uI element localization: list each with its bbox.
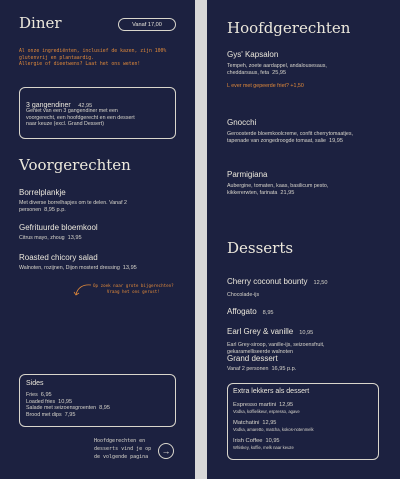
dessert-item: Cherry coconut bounty 12,50 Chocolade-ijs (227, 277, 328, 298)
price-badge: Vanaf 17,00 (118, 18, 176, 31)
page-title: Diner (19, 14, 62, 32)
starter-item: Borrelplankje Met diverse borrelhapjes om te delen. Vanaf 2 personen 8,95 p.p. (19, 188, 127, 213)
three-course-card (19, 87, 176, 139)
three-course-name: 3 gangendiner (26, 102, 71, 109)
extras-item: Irish Coffee 10,95 Whiskey, koffie, melk naar keuze (233, 438, 294, 450)
allergy-note: Al onze ingrediënten, inclusief de kazen, zijn 100% glutenvrij en plantaardig. Allergie of dieetwens? Laat het ons weten! (19, 49, 167, 68)
curved-arrow-icon (73, 281, 93, 297)
extras-heading: Extra lekkers als dessert (233, 388, 310, 395)
list-item: Loaded fries 10,95 (26, 398, 73, 405)
sides-card (19, 374, 176, 427)
menu-page-right (207, 0, 400, 479)
upgrade-note: L ever met gepeerde friet? +1,50 (227, 83, 304, 90)
sides-hint: Op zoek naar grote bijgerechten? Vraag het ons gerust! (93, 283, 174, 294)
list-item: Fries 6,95 (26, 392, 52, 398)
sides-list (26, 392, 110, 418)
dessert-item: Affogato 8,95 (227, 307, 274, 316)
main-item: Gys' Kapsalon Tempeh, zoete aardappel, andalousesaus, cheddarsaus, feta 25,95 L ever met gepeerde friet? +1,50 (227, 50, 327, 90)
next-page-note: Hoofdgerechten en desserts vind je op de volgende pagina (94, 438, 152, 460)
dessert-item: Earl Grey & vanille 10,95 Earl Grey-siroop, vanille-ijs, seizoensfruit, gekaramelliseerde walnoten (227, 327, 325, 355)
extras-item: Espresso martini 12,95 Vodka, koffielikeur, espresso, agave (233, 402, 300, 414)
desserts-heading: Desserts (227, 239, 294, 257)
main-item: Parmigiana Aubergine, tomaten, kaas, basilicum pesto, kikkererwten, farinata 21,95 (227, 170, 329, 196)
extras-card (227, 383, 379, 460)
extras-item: Matchatini 12,95 Vodka, amaretto, matcha, kokos-notenmelk (233, 420, 314, 432)
three-course-desc: Geniet van een 3 gangendiner met een voorgerecht, een hoofdgerecht en een dessert naar keuze (excl. Grand Dessert) (26, 108, 135, 128)
dessert-item: Grand dessert Vanaf 2 personen 16,95 p.p. (227, 354, 297, 372)
sides-heading: Sides (26, 380, 44, 387)
three-course-price: 42,95 (78, 103, 93, 109)
arrow-right-icon: → (161, 446, 171, 456)
list-item: Brood met dips 7,95 (26, 411, 76, 418)
starter-item: Roasted chicory salad Walnoten, rozijnen, Dijon mosterd dressing 13,95 (19, 253, 137, 271)
list-item: Salade met seizoensgroenten 8,95 (26, 405, 110, 412)
menu-page-left (0, 0, 195, 479)
main-item: Gnocchi Geroosterde bloemkoolcreme, confit cherrytomaatjes, tapenade van zongedroogde tomaat, salie 19,95 (227, 118, 354, 144)
starter-item: Gefrituurde bloemkool Citrus mayo, zhoug 13,95 (19, 223, 98, 241)
next-page-button[interactable] (158, 443, 174, 459)
mains-heading: Hoofdgerechten (227, 19, 351, 37)
starters-heading: Voorgerechten (19, 156, 131, 174)
